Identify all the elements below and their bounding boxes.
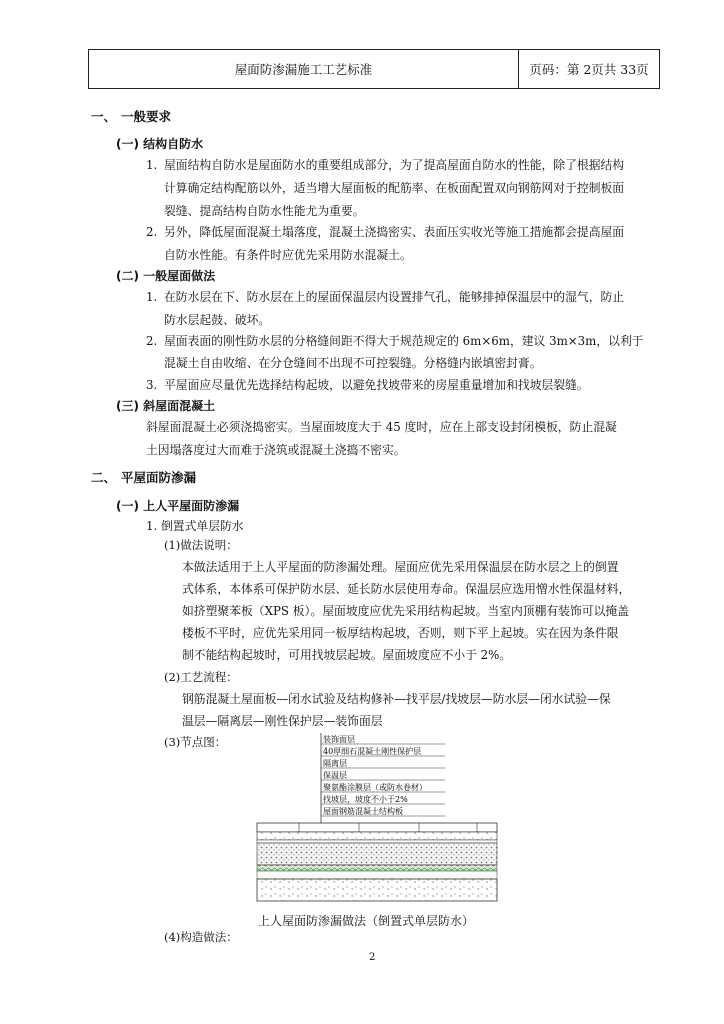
step-label: (2)工艺流程： — [164, 670, 238, 684]
subsection-1-1-title: (一) 结构自防水 — [116, 137, 204, 151]
paragraph-line: 平屋面应尽量优先选择结构起坡，以避免找坡带来的房屋重量增加和找坡层裂缝。 — [164, 378, 589, 392]
roof-section-diagram — [255, 731, 499, 905]
page-indicator: 页码：第 2页共 33页 — [529, 62, 649, 77]
paragraph-line: 式体系，本体系可保护防水层、延长防水层使用寿命。保温层应选用憎水性保温材料， — [182, 582, 631, 596]
header-table — [88, 49, 660, 89]
paragraph-line: 自防水性能。有条件时应优先采用防水混凝土。 — [164, 248, 412, 262]
item-number: 1. — [146, 158, 158, 172]
section-2-number: 二、 — [91, 470, 117, 485]
diagram-caption: 上人屋面防渗漏做法（倒置式单层防水） — [258, 914, 475, 928]
diagram-label: 找坡层，坡度不小于2% — [323, 795, 408, 804]
item-number: 2. — [146, 225, 158, 239]
subsection-2-1-title: (一) 上人平屋面防渗漏 — [116, 499, 240, 513]
paragraph-line: 温层—隔离层—刚性保护层—装饰面层 — [182, 714, 383, 728]
diagram-label-group — [321, 734, 445, 816]
diagram-label: 隔离层 — [323, 759, 347, 768]
section-1-number: 一、 — [91, 109, 117, 124]
paragraph-line: 屋面结构自防水是屋面防水的重要组成部分，为了提高屋面自防水的性能，除了根据结构 — [164, 158, 625, 172]
diagram-label: 40厚细石混凝土刚性保护层 — [323, 747, 422, 756]
paragraph-line: 土因塌落度过大而难于浇筑或混凝土浇捣不密实。 — [146, 443, 406, 457]
step-label: (3)节点图： — [164, 735, 227, 749]
paragraph-line: 屋面表面的刚性防水层的分格缝间距不得大于规范规定的 6m×6m，建议 3m×3m，以利于 — [164, 334, 644, 348]
subsection-1-2-title: (二) 一般屋面做法 — [116, 269, 216, 283]
paragraph-line: 钢筋混凝土屋面板—闭水试验及结构修补—找平层/找坡层—防水层—闭水试验—保 — [182, 692, 611, 706]
paragraph-line: 如挤塑聚苯板（XPS 板）。屋面坡度应优先采用结构起坡。当室内顶棚有装饰可以掩盖 — [182, 604, 629, 618]
paragraph-line: 裂缝、提高结构自防水性能尤为重要。 — [164, 204, 365, 218]
page-number: 2 — [369, 952, 376, 963]
paragraph-line: 计算确定结构配筋以外，适当增大屋面板的配筋率、在板面配置双向钢筋网对于控制板面 — [164, 181, 625, 195]
layer-stack — [257, 823, 497, 901]
document-title: 屋面防渗漏施工工艺标准 — [89, 50, 519, 88]
paragraph-line: 在防水层在下、防水层在上的屋面保温层内设置排气孔，能够排掉保温层中的湿气，防止 — [164, 290, 625, 304]
section-1-title: 一般要求 — [121, 109, 172, 124]
paragraph-line: 楼板不平时，应优先采用同一板厚结构起坡，否则，则下平上起坡。实在因为条件限 — [182, 626, 619, 640]
paragraph-line: 制不能结构起坡时，可用找坡层起坡。屋面坡度应不小于 2%。 — [182, 648, 512, 662]
diagram-label: 保温层 — [323, 771, 347, 780]
step-label: (1)做法说明： — [164, 538, 238, 552]
paragraph-line: 本做法适用于上人平屋面的防渗漏处理。屋面应优先采用保温层在防水层之上的倒置 — [182, 560, 619, 574]
paragraph-line: 斜屋面混凝土必须浇捣密实。当屋面坡度大于 45 度时，应在上部支设封闭模板，防止混凝 — [146, 420, 617, 434]
item-number: 3. — [146, 378, 158, 392]
diagram-label: 装饰面层 — [323, 735, 355, 744]
paragraph-line: 防水层起鼓、破坏。 — [164, 313, 271, 327]
item-number: 2. — [146, 334, 158, 348]
diagram-label: 聚氨酯涂膜层（或防水卷材） — [323, 783, 427, 792]
section-2-title: 平屋面防渗漏 — [121, 470, 197, 485]
paragraph-line: 混凝土自由收缩、在分仓缝间不出现不可控裂缝。分格缝内嵌填密封膏。 — [164, 356, 542, 370]
paragraph-line: 另外，降低屋面混凝土塌落度，混凝土浇捣密实、表面压实收光等施工措施都会提高屋面 — [164, 225, 625, 239]
item-title: 1. 倒置式单层防水 — [146, 519, 244, 533]
item-number: 1. — [146, 290, 158, 304]
step-label: (4)构造做法： — [164, 930, 238, 944]
diagram-label: 屋面钢筋混凝土结构板 — [323, 807, 403, 816]
subsection-1-3-title: (三) 斜屋面混凝土 — [116, 399, 216, 413]
